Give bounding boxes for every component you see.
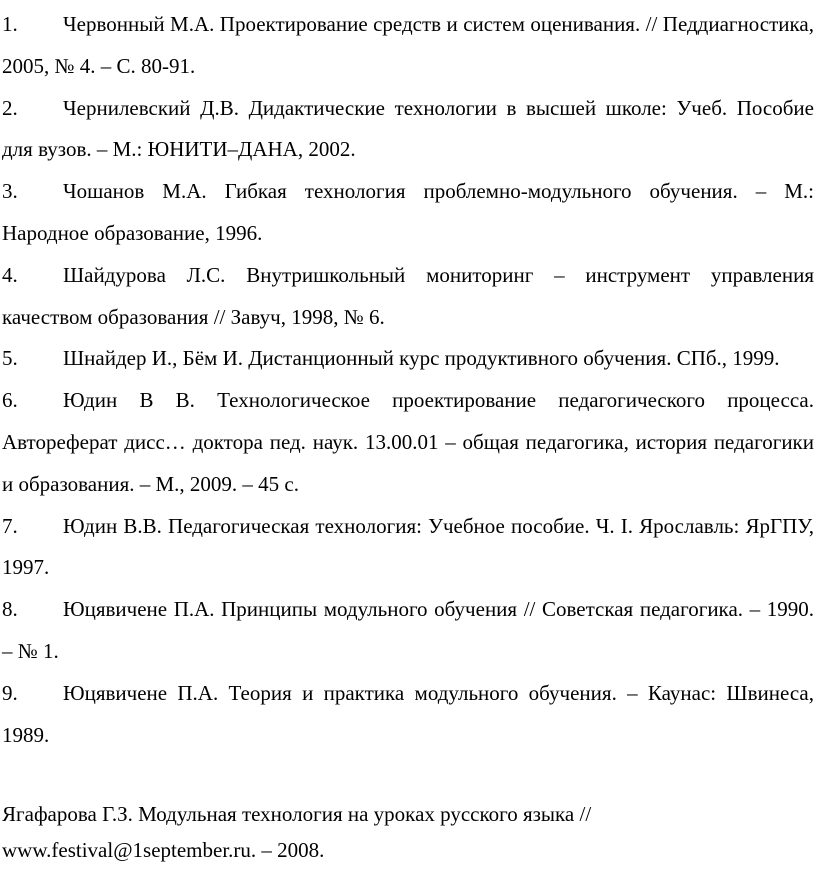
reference-text: Юдин В.В. Педагогическая технология: Учебное пособие. Ч. I. Ярославль: ЯрГПУ, 1997. [2, 513, 814, 580]
reference-entry-7 [2, 506, 814, 590]
reference-number: 8. [2, 597, 18, 622]
reference-text: Шайдурова Л.С. Внутришкольный мониторинг – инструмент управления качеством образования // Завуч, 1998, № 6. [2, 262, 814, 329]
reference-number: 7. [2, 513, 18, 538]
reference-entry-5 [2, 338, 814, 380]
reference-number: 3. [2, 179, 18, 204]
reference-number: 2. [2, 95, 18, 120]
reference-entry-9 [2, 673, 814, 757]
reference-entry-8 [2, 589, 814, 673]
reference-text: Чернилевский Д.В. Дидактические технологии в высшей школе: Учеб. Пособие для вузов. – М.: ЮНИТИ–ДАНА, 2002. [2, 95, 814, 162]
reference-number: 1. [2, 12, 18, 36]
reference-text: Юдин В В. Технологическое проектирование педагогического процесса. Автореферат дисс… доктора пед. наук. 13.00.01 – общая педагогика, история педагогики и образования. – М., 2009. – 45 с. [2, 388, 814, 496]
reference-text: Юцявичене П.А. Теория и практика модульного обучения. – Каунас: Швинеса, 1989. [2, 680, 814, 747]
reference-number: 6. [2, 388, 18, 413]
reference-text: Червонный М.А. Проектирование средств и систем оценивания. // Педдиагностика, 2005, № 4. – С. 80-91. [2, 12, 814, 78]
reference-number: 5. [2, 346, 18, 371]
reference-text: Чошанов М.А. Гибкая технология проблемно-модульного обучения. – М.: Народное образование, 1996. [2, 179, 814, 245]
reference-number: 9. [2, 680, 18, 705]
reference-entry-3 [2, 171, 814, 255]
bibliography-list [2, 4, 814, 756]
reference-entry-6 [2, 380, 814, 505]
reference-text: Юцявичене П.А. Принципы модульного обучения // Советская педагогика. – 1990. – № 1. [2, 597, 814, 663]
reference-text: Шнайдер И., Бём И. Дистанционный курс продуктивного обучения. СПб., 1999. [63, 346, 780, 371]
reference-entry-1 [2, 4, 814, 88]
reference-entry-unnumbered: Ягафарова Г.З. Модульная технология на уроках русского языка // www.festival@1september.ru. – 2008. [2, 802, 592, 862]
reference-entry-4 [2, 255, 814, 339]
reference-number: 4. [2, 262, 18, 287]
reference-entry-2 [2, 88, 814, 172]
